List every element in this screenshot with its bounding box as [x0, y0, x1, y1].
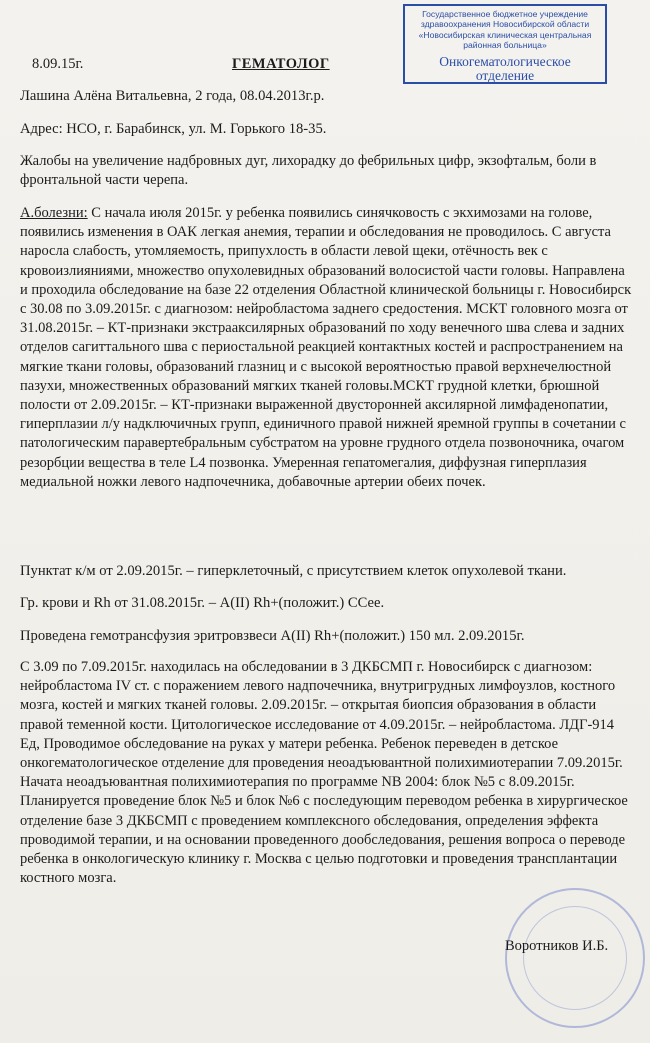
stamp-line-2: здравоохранения Новосибирской области [420, 19, 590, 30]
medical-history [20, 204, 632, 492]
blood-group: Гр. крови и Rh от 31.08.2015г. – А(II) Rh+(положит.) ССее. [20, 595, 385, 611]
stamp-department-2: отделение [475, 67, 535, 83]
document-title: ГЕМАТОЛОГ [232, 56, 330, 72]
stamp-line-4: районная больница» [463, 40, 547, 51]
patient-address: Адрес: НСО, г. Барабинск, ул. М. Горького 18-35. [20, 121, 327, 137]
institution-stamp [403, 4, 607, 84]
stamp-line-3: «Новосибирская клиническая центральная [418, 29, 592, 40]
patient-info: Лашина Алёна Витальевна, 2 года, 08.04.2013г.р. [20, 88, 325, 104]
complaints: Жалобы на увеличение надбровных дуг, лихорадку до фебрильных цифр, экзофтальм, боли в фронтальной части черепа. [20, 153, 597, 189]
stamp-line-1: Государственное бюджетное учреждение [422, 9, 588, 19]
history-label: А.болезни: [20, 205, 88, 221]
history-text: С начала июля 2015г. у ребенка появились синячковость с экхимозами на голове, появились изменения в ОАК легкая анемия, терапии и обследования не проводилось. С августа наросла слабость, утомляемость, припухлость в области левой щеки, отёчность век с кровоизлияниями, множество опухолевидных образований волосистой части головы. Направлена и проходила обследование на базе 22 отделения Областной клинической больницы г. Новосибирск с 30.08 по 3.09.2015г. с диагнозом: нейробластома заднего средостения. МСКТ головного мозга от 31.08.2015г. – КТ-признаки экстрааксилярных образований по ходу венечного шва слева и задних отделов сагиттального шва с периостальной реакцией контактных костей и распространением на мягкие ткани головы, образований глазниц и с высокой вероятностью правой верхнечелюстной пазухи, множественных образований мягких тканей головы.МСКТ грудной клетки, брюшной полости от 2.09.2015г. – КТ-признаки выраженной двусторонней аксилярной лимфаденопатии, гиперплазии л/у надключичных групп, единичного правой нижней яремной группы в сочетании с патологическим паравертебральным субстратом на уровне грудного отдела позвоночника, очагом резорбции вещества в теле L4 позвонка. Умеренная гепатомегалия, диффузная гиперплазия медиальной ножки левого надпочечника, добавочные артерии обеих почек. [20, 205, 632, 490]
signature: Воротников И.Б. [505, 938, 609, 954]
treatment-course: С 3.09 по 7.09.2015г. находилась на обследовании в 3 ДКБСМП г. Новосибирск с диагнозом: нейробластома IV ст. с поражением левого надпочечника, внутригрудных лимфоузлов, костного мозга, костей и мягких тканей головы. 2.09.2015г. – открытая биопсия образования в области правой теменной кости. Цитологическое исследование от 4.09.2015г. – нейробластома. ЛДГ-914 Ед, Проводимое обследование на руках у матери ребенка. Ребенок переведен в детское онкогематологическое отделение для проведения неоадъювантной полихимиотерапии 7.09.2015г. Начата неоадъювантная полихимиотерапия по программе NB 2004: блок №5 с 8.09.2015г. Планируется проведение блок №5 и блок №6 с последующим переводом ребенка в хирургическое отделение базе 3 ДКБСМП с проведением комплексного обследования, определения эффекта проводимой терапии, и на основании проведенного дообследования, решения вопроса о переводе ребенка в онкологическую клинику г. Москва с целью подготовки и проведения трансплантации костного мозга. [20, 659, 628, 887]
transfusion: Проведена гемотрансфузия эритровзвеси А(II) Rh+(положит.) 150 мл. 2.09.2015г. [20, 628, 525, 644]
stamp-department-1: Онкогематологическое [439, 53, 571, 69]
document-date: 8.09.15г. [32, 56, 84, 72]
bone-marrow-puncture: Пунктат к/м от 2.09.2015г. – гиперклеточный, с присутствием клеток опухолевой ткани. [20, 563, 567, 579]
round-seal [505, 888, 645, 1028]
